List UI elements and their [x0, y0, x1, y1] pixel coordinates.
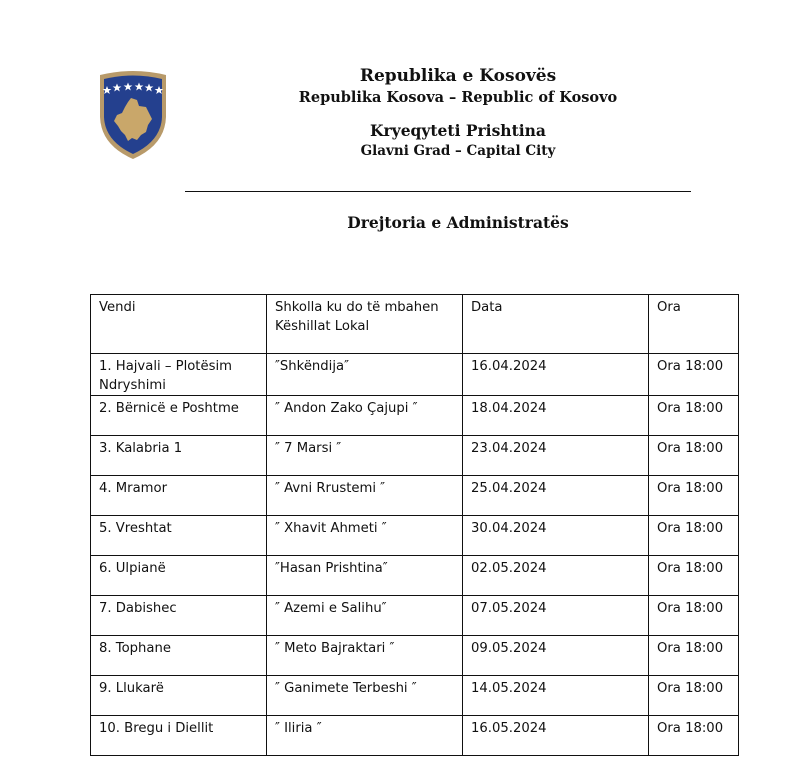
header-divider [185, 191, 691, 192]
cell-data: 09.05.2024 [463, 636, 649, 676]
city-line-1: Kryeqyteti Prishtina [370, 121, 546, 140]
table-header-row [91, 295, 739, 354]
table-row [91, 436, 739, 476]
schedule-table [90, 294, 739, 756]
cell-vendi: 6. Ulpianë [91, 556, 267, 596]
cell-vendi: 4. Mramor [91, 476, 267, 516]
cell-ora: Ora 18:00 [649, 516, 739, 556]
cell-data: 23.04.2024 [463, 436, 649, 476]
cell-shkolla: ″ Andon Zako Çajupi ″ [267, 396, 463, 436]
table-row [91, 516, 739, 556]
cell-vendi: 10. Bregu i Diellit [91, 716, 267, 756]
kosovo-emblem-icon [97, 69, 169, 161]
cell-shkolla: ″Hasan Prishtina″ [267, 556, 463, 596]
cell-shkolla: ″ Xhavit Ahmeti ″ [267, 516, 463, 556]
cell-shkolla: ″ Azemi e Salihu″ [267, 596, 463, 636]
cell-ora: Ora 18:00 [649, 476, 739, 516]
cell-ora: Ora 18:00 [649, 676, 739, 716]
cell-vendi: 2. Bërnicë e Poshtme [91, 396, 267, 436]
cell-data: 25.04.2024 [463, 476, 649, 516]
cell-vendi: 5. Vreshtat [91, 516, 267, 556]
cell-shkolla: ″ Iliria ″ [267, 716, 463, 756]
cell-vendi: 7. Dabishec [91, 596, 267, 636]
city-line-2: Glavni Grad – Capital City [360, 143, 556, 159]
cell-vendi: 8. Tophane [91, 636, 267, 676]
cell-shkolla: ″ Ganimete Terbeshi ″ [267, 676, 463, 716]
department-title: Drejtoria e Administratës [347, 213, 569, 232]
cell-data: 16.04.2024 [463, 354, 649, 396]
table-row [91, 676, 739, 716]
table-row [91, 396, 739, 436]
table-row [91, 636, 739, 676]
column-header-vendi: Vendi [91, 295, 267, 354]
cell-vendi: 9. Llukarë [91, 676, 267, 716]
title-line-1: Republika e Kosovës [359, 66, 557, 86]
column-header-ora: Ora [649, 295, 739, 354]
cell-vendi: 1. Hajvali – Plotësim Ndryshimi [91, 354, 267, 396]
cell-shkolla: ″ Avni Rrustemi ″ [267, 476, 463, 516]
cell-ora: Ora 18:00 [649, 716, 739, 756]
cell-shkolla: ″ Meto Bajraktari ″ [267, 636, 463, 676]
cell-ora: Ora 18:00 [649, 556, 739, 596]
cell-data: 14.05.2024 [463, 676, 649, 716]
cell-vendi: 3. Kalabria 1 [91, 436, 267, 476]
column-header-data: Data [463, 295, 649, 354]
cell-ora: Ora 18:00 [649, 354, 739, 396]
title-line-2: Republika Kosova – Republic of Kosovo [298, 89, 618, 106]
table-row [91, 556, 739, 596]
cell-data: 30.04.2024 [463, 516, 649, 556]
table-row [91, 716, 739, 756]
cell-ora: Ora 18:00 [649, 636, 739, 676]
cell-data: 18.04.2024 [463, 396, 649, 436]
cell-ora: Ora 18:00 [649, 436, 739, 476]
cell-data: 02.05.2024 [463, 556, 649, 596]
table-row [91, 596, 739, 636]
cell-ora: Ora 18:00 [649, 396, 739, 436]
column-header-shkolla: Shkolla ku do të mbahen Këshillat Lokal [267, 295, 463, 354]
table-row [91, 354, 739, 396]
cell-shkolla: ″Shkëndija″ [267, 354, 463, 396]
cell-data: 07.05.2024 [463, 596, 649, 636]
table-row [91, 476, 739, 516]
cell-data: 16.05.2024 [463, 716, 649, 756]
cell-shkolla: ″ 7 Marsi ″ [267, 436, 463, 476]
cell-ora: Ora 18:00 [649, 596, 739, 636]
